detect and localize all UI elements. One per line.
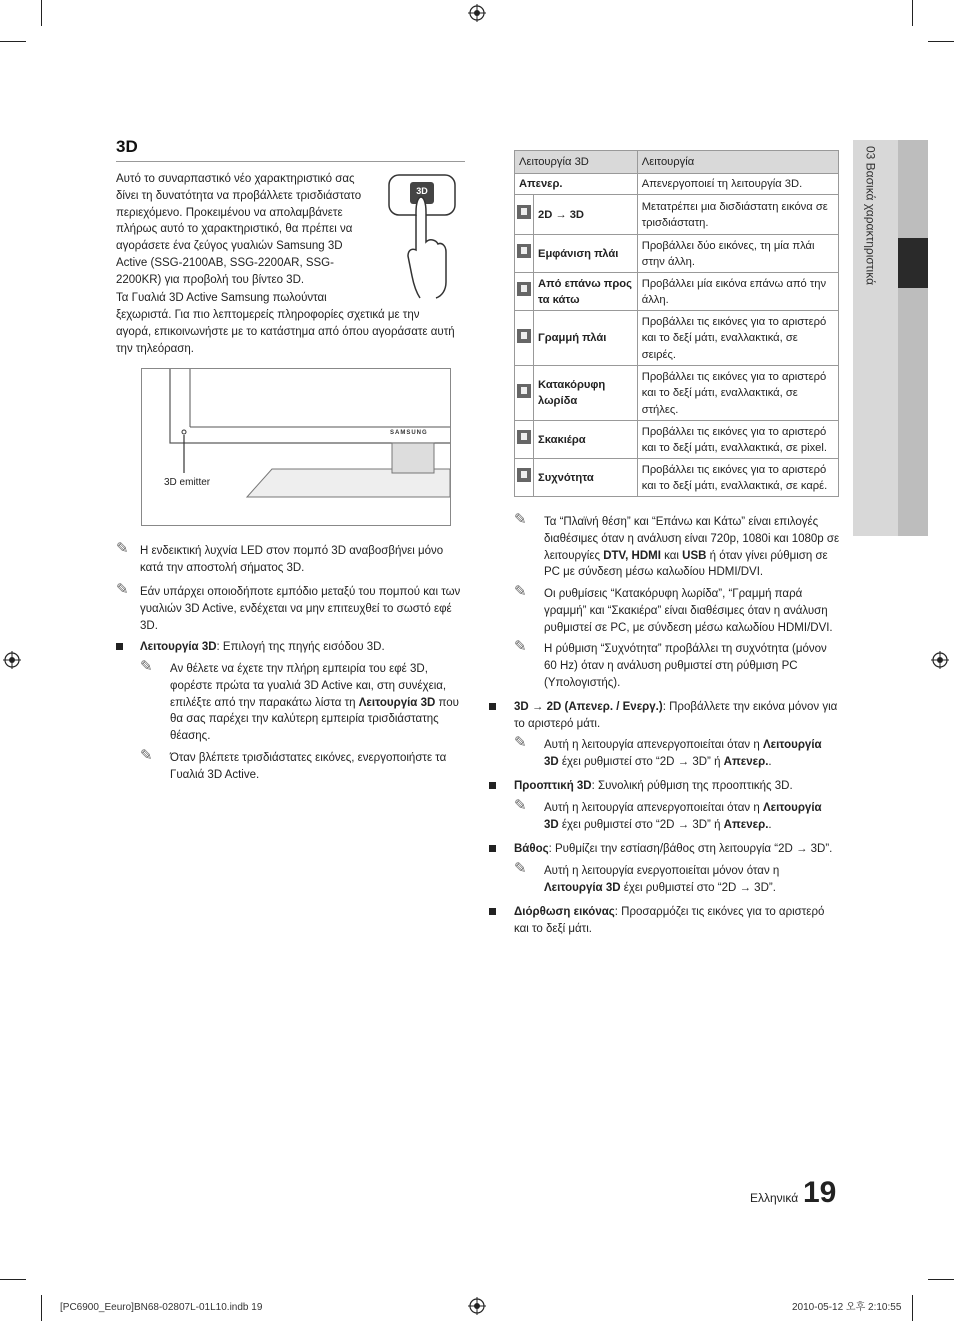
table-row	[515, 366, 839, 421]
table-row	[515, 195, 839, 235]
note-led: Η ενδεικτική λυχνία LED στον πομπό 3D αναβοσβήνει μόνο κατά την αποστολή σήματος 3D.	[140, 545, 444, 574]
note-icon: ✎	[514, 583, 527, 600]
emitter-label: 3D emitter	[164, 477, 211, 488]
crop-mark	[912, 1295, 913, 1321]
bullet-square	[489, 782, 496, 789]
mode-name: Απενερ.	[515, 174, 638, 195]
note-icon: ✎	[116, 540, 129, 557]
note-icon: ✎	[514, 511, 527, 528]
bullet-square	[489, 703, 496, 710]
2d-to-3d-icon	[517, 205, 531, 219]
bullet-square	[489, 908, 496, 915]
bullet-square	[116, 643, 123, 650]
registration-mark-icon	[931, 651, 949, 669]
mode-name: Σκακιέρα	[534, 421, 638, 459]
side-by-side-icon	[517, 244, 531, 258]
mode-desc: Προβάλλει τις εικόνες για το αριστερό και το δεξί μάτι, εναλλακτικά, σε στήλες.	[637, 366, 838, 421]
chapter-tab-marker	[898, 238, 928, 288]
slug-left: [PC6900_Eeuro]BN68-02807L-01L10.indb 19	[60, 1302, 263, 1313]
note-icon: ✎	[140, 747, 153, 764]
table-row	[515, 311, 839, 366]
registration-mark-icon	[468, 4, 486, 22]
chapter-tab-label: 03 Βασικά χαρακτηριστικά	[863, 146, 878, 286]
page-number: 19	[803, 1176, 837, 1209]
note-depth: Αυτή η λειτουργία ενεργοποιείται μόνον όταν η Λειτουργία 3D έχει ρυθμιστεί στο “2D → 3D”.	[544, 865, 780, 894]
table-header: Λειτουργία	[637, 151, 838, 174]
tv-brand-logo: SAMSUNG	[390, 430, 428, 436]
bullet-3d-mode: Λειτουργία 3D: Επιλογή της πηγής εισόδου 3D.	[140, 641, 385, 653]
note-glasses-on: Όταν βλέπετε τρισδιάστατες εικόνες, ενεργοποιήστε τα Γυαλιά 3D Active.	[170, 752, 447, 781]
bullet-3d-perspective: Προοπτική 3D: Συνολική ρύθμιση της προοπτικής 3D.	[514, 780, 793, 792]
registration-mark-icon	[468, 1297, 486, 1315]
crop-mark	[0, 1279, 26, 1280]
note-frequency: Η ρύθμιση “Συχνότητα” προβάλλει τη συχνότητα (μόνον 60 Hz) όταν η ανάλυση ρυθμιστεί στη ρύθμιση PC (Υπολογιστής).	[544, 643, 827, 689]
line-by-line-icon	[517, 329, 531, 343]
crop-mark	[41, 0, 42, 26]
table-header-row	[515, 151, 839, 174]
mode-desc: Μετατρέπει μια δισδιάστατη εικόνα σε τρισδιάστατη.	[637, 195, 838, 235]
mode-name: Εμφάνιση πλάι	[534, 235, 638, 273]
note-icon: ✎	[116, 581, 129, 598]
crop-mark	[928, 1279, 954, 1280]
mode-desc: Προβάλλει δύο εικόνες, τη μία πλάι στην άλλη.	[637, 235, 838, 273]
vertical-stripe-icon	[517, 384, 531, 398]
bullet-image-correction: Διόρθωση εικόνας: Προσαρμόζει τις εικόνες για το αριστερό και το δεξί μάτι.	[514, 906, 825, 935]
note-icon: ✎	[514, 860, 527, 877]
mode-desc: Προβάλλει μία εικόνα επάνω από την άλλη.	[637, 273, 838, 311]
table-row	[515, 273, 839, 311]
registration-mark-icon	[3, 651, 21, 669]
mode-desc: Απενεργοποιεί τη λειτουργία 3D.	[637, 174, 838, 195]
top-bottom-icon	[517, 282, 531, 296]
mode-desc: Προβάλλει τις εικόνες για το αριστερό και το δεξί μάτι, εναλλακτικά, σε καρέ.	[637, 459, 838, 497]
remote-3d-label: 3D	[416, 186, 428, 196]
crop-mark	[0, 41, 26, 42]
table-row	[515, 174, 839, 195]
section-divider	[116, 161, 465, 162]
checker-board-icon	[517, 430, 531, 444]
note-3d-perspective: Αυτή η λειτουργία απενεργοποιείται όταν η Λειτουργία 3D έχει ρυθμιστεί στο “2D → 3D” ή Απενερ..	[544, 802, 822, 831]
chapter-tab-dark	[898, 140, 928, 536]
mode-name: Κατακόρυφη λωρίδα	[534, 366, 638, 421]
mode-desc: Προβάλλει τις εικόνες για το αριστερό και το δεξί μάτι, εναλλακτικά, σε pixel.	[637, 421, 838, 459]
note-side-top-bottom: Τα “Πλαϊνή θέση” και “Επάνω και Κάτω” είναι επιλογές διαθέσιμες όταν η ανάλυση είναι 720p, 1080i και 1080p σε λειτουργίες DTV, HDMI και USB ή όταν γίνει ρύθμιση σε PC με σύνδεση μέσω καλωδίου HDMI/DVI.	[544, 516, 840, 579]
intro-paragraph-2b: ξεχωριστά. Για πιο λεπτομερείς πληροφορίες σχετικά με την αγορά, επικοινωνήστε με το κατάστημα από όπου αγοράσατε αυτή την τηλεόραση.	[116, 309, 455, 355]
crop-mark	[912, 0, 913, 26]
frequency-icon	[517, 468, 531, 482]
mode-name: Από επάνω προς τα κάτω	[534, 273, 638, 311]
table-row	[515, 235, 839, 273]
crop-mark	[41, 1295, 42, 1321]
note-icon: ✎	[140, 658, 153, 675]
tv-figure	[141, 368, 451, 526]
table-row	[515, 421, 839, 459]
mode-desc: Προβάλλει τις εικόνες για το αριστερό και το δεξί μάτι, εναλλακτικά, σε σειρές.	[637, 311, 838, 366]
note-3d-to-2d: Αυτή η λειτουργία απενεργοποιείται όταν η Λειτουργία 3D έχει ρυθμιστεί στο “2D → 3D” ή Απενερ..	[544, 739, 822, 768]
note-obstacle: Εάν υπάρχει οποιοδήποτε εμπόδιο μεταξύ του πομπού και των γυαλιών 3D Active, ενδέχεται να μην επιτευχθεί το σωστό εφέ 3D.	[140, 586, 461, 632]
note-full-experience: Αν θέλετε να έχετε την πλήρη εμπειρία του εφέ 3D, φορέστε πρώτα τα γυαλιά 3D Active και, στη συνέχεια, επιλέξτε από την παρακάτω λίστα τη Λειτουργία 3D που θα σας παρέχει την καλύτερη εμπειρία τρισδιάστατης θέασης.	[170, 663, 459, 743]
note-icon: ✎	[514, 734, 527, 751]
note-icon: ✎	[514, 797, 527, 814]
note-icon: ✎	[514, 638, 527, 655]
section-title: 3D	[116, 137, 138, 156]
bullet-square	[489, 845, 496, 852]
mode-name: 2D → 3D	[534, 195, 638, 235]
mode-name: Γραμμή πλάι	[534, 311, 638, 366]
crop-mark	[928, 41, 954, 42]
bullet-3d-to-2d: 3D → 2D (Απενερ. / Ενεργ.): Προβάλλετε την εικόνα μόνον για το αριστερό μάτι.	[514, 701, 838, 730]
mode-name: Συχνότητα	[534, 459, 638, 497]
mode-table	[514, 150, 839, 497]
note-pc-modes: Οι ρυθμίσεις “Κατακόρυφη λωρίδα”, “Γραμμή παρά γραμμή” και “Σκακιέρα” είναι διαθέσιμες όταν η ανάλυση ρυθμιστεί σε PC, με σύνδεση μέσω καλωδίου HDMI/DVI.	[544, 588, 833, 634]
bullet-depth: Βάθος: Ρυθμίζει την εστίαση/βάθος στη λειτουργία “2D → 3D”.	[514, 843, 833, 855]
intro-paragraph: Αυτό το συναρπαστικό νέο χαρακτηριστικό σας δίνει τη δυνατότητα να προβάλλετε τρισδιάστατο περιεχόμενο. Προκειμένου να απολαμβάνετε πλήρως αυτό το χαρακτηριστικό, θα πρέπει να αγοράσετε ένα ζεύγος γυαλιών Samsung 3D Active (SSG-2100AB, SSG-2200AR, SSG-2200KR) για προβολή του βίντεο 3D.	[116, 173, 362, 286]
intro-paragraph-2a: Τα Γυαλιά 3D Active Samsung πωλούνται	[116, 292, 327, 304]
footer-language: Ελληνικά	[750, 1191, 799, 1205]
slug-right: 2010-05-12 오후 2:10:55	[792, 1302, 902, 1313]
tv-illustration	[142, 369, 450, 525]
table-row	[515, 459, 839, 497]
table-header: Λειτουργία 3D	[515, 151, 638, 174]
